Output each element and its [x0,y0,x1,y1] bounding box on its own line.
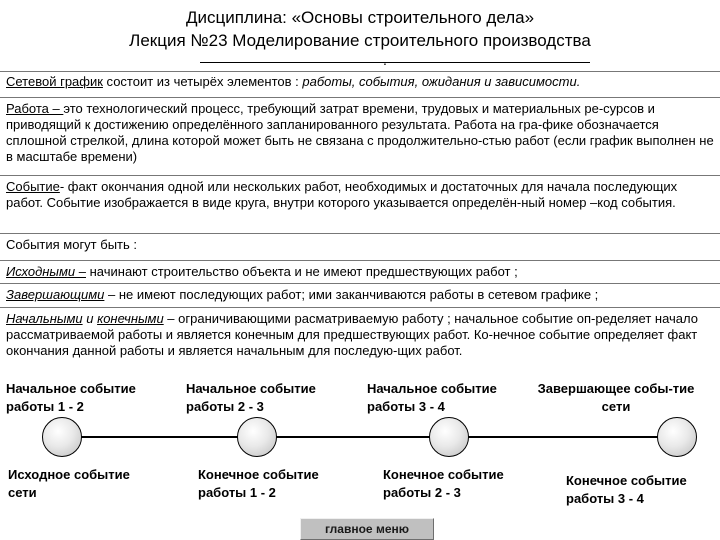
lecture-discipline-title: Дисциплина: «Основы строительного дела» [185,8,535,27]
final-events-paragraph [6,287,714,303]
paragraph-text: - факт окончания одной или нескольких работ, необходимых и достаточных для начала последующих работ. Событие изображается в виде круга, внутри которого указывается определён-ный номер –код события. [6,179,678,210]
divider [0,307,720,308]
term-start: Начальными [6,311,83,326]
label-event-end-3-4: Конечное событие работы 3 - 4 [566,473,687,506]
term-event: Событие [6,179,60,194]
paragraph-text: – не имеют последующих работ; ими заканчиваются работы в сетевом графике ; [104,287,599,302]
label-event-network-end: Завершающее собы-тие сети [537,381,695,414]
divider [0,97,720,98]
events-types-intro: События могут быть : [6,237,137,252]
title-underline [200,62,590,63]
divider [0,283,720,284]
main-menu-button[interactable]: главное меню [300,518,434,540]
event-circle-3 [429,417,469,457]
divider [0,260,720,261]
title-dot: . [383,52,387,68]
paragraph-text: начинают строительство объекта и не имеют предшествующих работ ; [86,264,518,279]
event-definition-paragraph [6,179,714,211]
paragraph-text: состоит из четырёх элементов : [102,74,303,89]
divider [0,175,720,176]
label-event-start-1-2: Начальное событие работы 1 - 2 [6,381,136,414]
event-circle-1 [42,417,82,457]
term-network-graph: Сетевой график [6,74,103,89]
initial-events-paragraph [6,264,714,280]
start-end-events-paragraph [6,311,714,359]
paragraph-text: – ограничивающими расматриваемую работу ; начальное событие оп-ределяет начало рассматриваемой работы и является конечным для предшествующих работ. Ко-нечное событие определяет факт окончания данной работы и является начальным для последую-щих работ. [6,311,698,358]
divider [0,233,720,234]
term-initial: Исходными – [6,264,86,279]
paragraph-text: это технологический процесс, требующий затрат времени, трудовых и материальных ре-сурсов и приводящий к достижению определённого запланированного результата. Работа на гра-фике обозначается сплошной стрелкой, длина которой может быть не связана с продолжительно-стью работ (если график выполнен не в масштабе времени) [6,101,714,164]
network-graph-paragraph [6,74,714,90]
term-final: Завершающими [6,287,105,302]
work-line-1-2 [80,436,258,438]
label-event-start-3-4: Начальное событие работы 3 - 4 [367,381,497,414]
work-definition-paragraph [6,101,714,165]
label-event-end-1-2: Конечное событие работы 1 - 2 [198,467,319,500]
label-event-start-2-3: Начальное событие работы 2 - 3 [186,381,316,414]
lecture-topic-title: Лекция №23 Моделирование строительного производства [129,31,591,50]
term-end: конечными [97,311,164,326]
work-line-2-3 [258,436,450,438]
work-line-3-4 [450,436,678,438]
event-circle-2 [237,417,277,457]
label-event-network-start: Исходное событие сети [8,467,130,500]
elements-list: работы, события, ожидания и зависимости. [302,74,581,89]
divider [0,71,720,72]
event-circle-4 [657,417,697,457]
conjunction: и [82,311,98,326]
label-event-end-2-3: Конечное событие работы 2 - 3 [383,467,504,500]
term-work: Работа – [6,101,64,116]
